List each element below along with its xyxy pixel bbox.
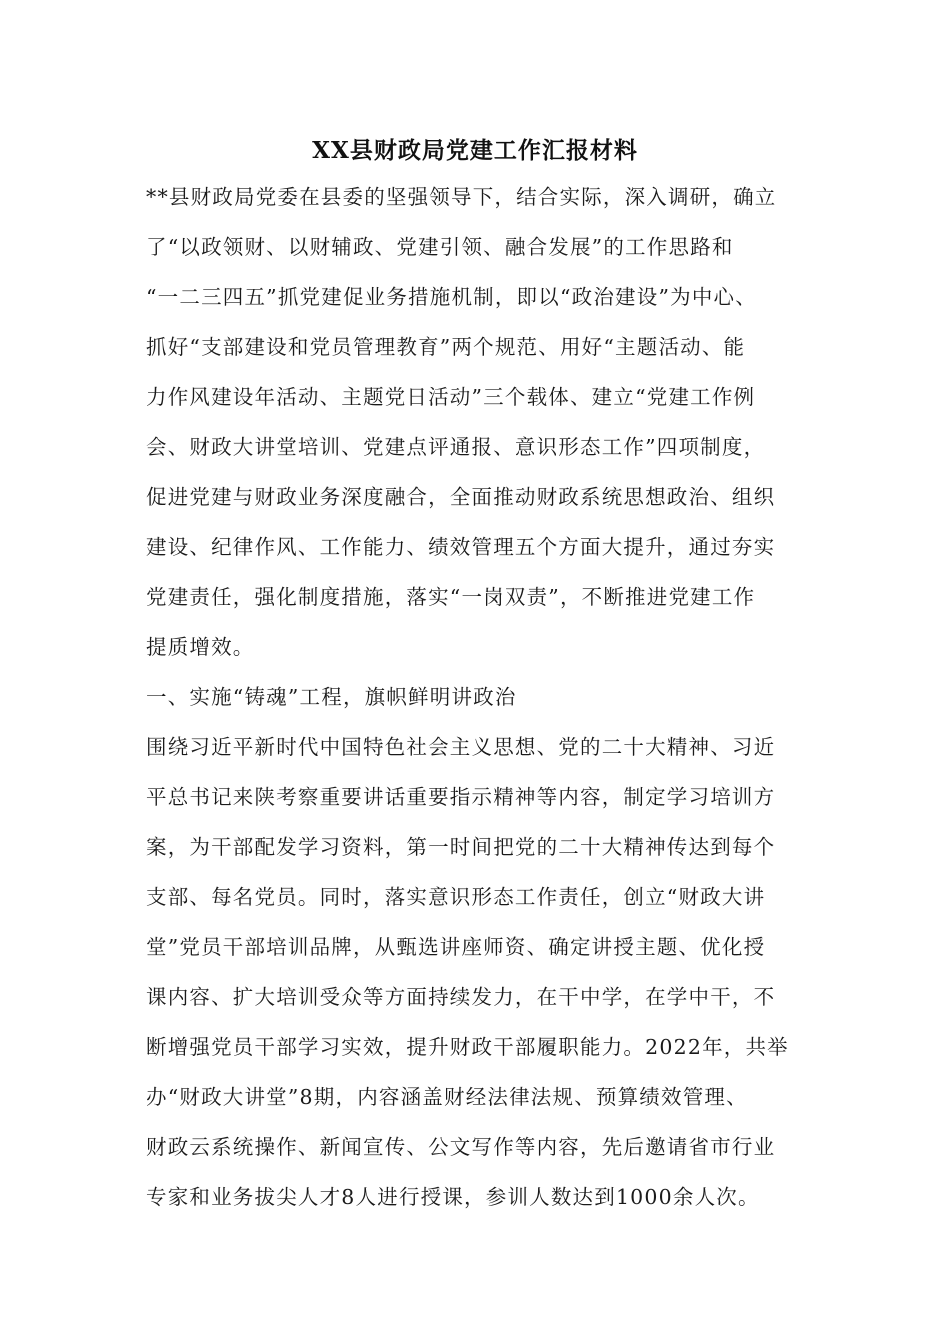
section-heading: 一、实施“铸魂”工程，旗帜鲜明讲政治	[146, 685, 517, 709]
paragraph-line: 办“财政大讲堂”8期，内容涵盖财经法律法规、预算绩效管理、	[146, 1085, 748, 1109]
paragraph-line: 堂”党员干部培训品牌，从甄选讲座师资、确定讲授主题、优化授	[146, 935, 766, 959]
paragraph-line: 案，为干部配发学习资料，第一时间把党的二十大精神传达到每个	[146, 835, 776, 859]
intro-paragraph	[146, 172, 836, 672]
paragraph-line: 提质增效。	[146, 635, 255, 659]
paragraph-line: 会、财政大讲堂培训、党建点评通报、意识形态工作”四项制度，	[146, 435, 766, 459]
paragraph-line: 专家和业务拔尖人才8人进行授课，参训人数达到1000余人次。	[146, 1185, 760, 1209]
paragraph-line: 抓好“支部建设和党员管理教育”两个规范、用好“主题活动、能	[146, 335, 746, 359]
document-title: XX县财政局党建工作汇报材料	[312, 137, 638, 164]
paragraph-line: “一二三四五”抓党建促业务措施机制，即以“政治建设”为中心、	[146, 285, 757, 309]
paragraph-line: 建设、纪律作风、工作能力、绩效管理五个方面大提升，通过夯实	[146, 535, 776, 559]
paragraph-line: 了“以政领财、以财辅政、党建引领、融合发展”的工作思路和	[146, 235, 734, 259]
paragraph-line: 促进党建与财政业务深度融合，全面推动财政系统思想政治、组织	[146, 485, 776, 509]
paragraph-line: 力作风建设年活动、主题党日活动”三个载体、建立“党建工作例	[146, 385, 756, 409]
paragraph-line: **县财政局党委在县委的坚强领导下，结合实际，深入调研，确立	[146, 185, 777, 209]
paragraph-line: 党建责任，强化制度措施，落实“一岗双责”，不断推进党建工作	[146, 585, 756, 609]
paragraph-line: 课内容、扩大培训受众等方面持续发力，在干中学，在学中干，不	[146, 985, 776, 1009]
section-1-paragraph	[146, 722, 836, 1222]
paragraph-line: 财政云系统操作、新闻宣传、公文写作等内容，先后邀请省市行业	[146, 1135, 776, 1159]
paragraph-line: 断增强党员干部学习实效，提升财政干部履职能力。2022年，共举	[146, 1035, 789, 1059]
section-1-heading	[146, 672, 836, 722]
paragraph-line: 平总书记来陕考察重要讲话重要指示精神等内容，制定学习培训方	[146, 785, 776, 809]
paragraph-line: 支部、每名党员。同时，落实意识形态工作责任，创立“财政大讲	[146, 885, 766, 909]
paragraph-line: 围绕习近平新时代中国特色社会主义思想、党的二十大精神、习近	[146, 735, 776, 759]
